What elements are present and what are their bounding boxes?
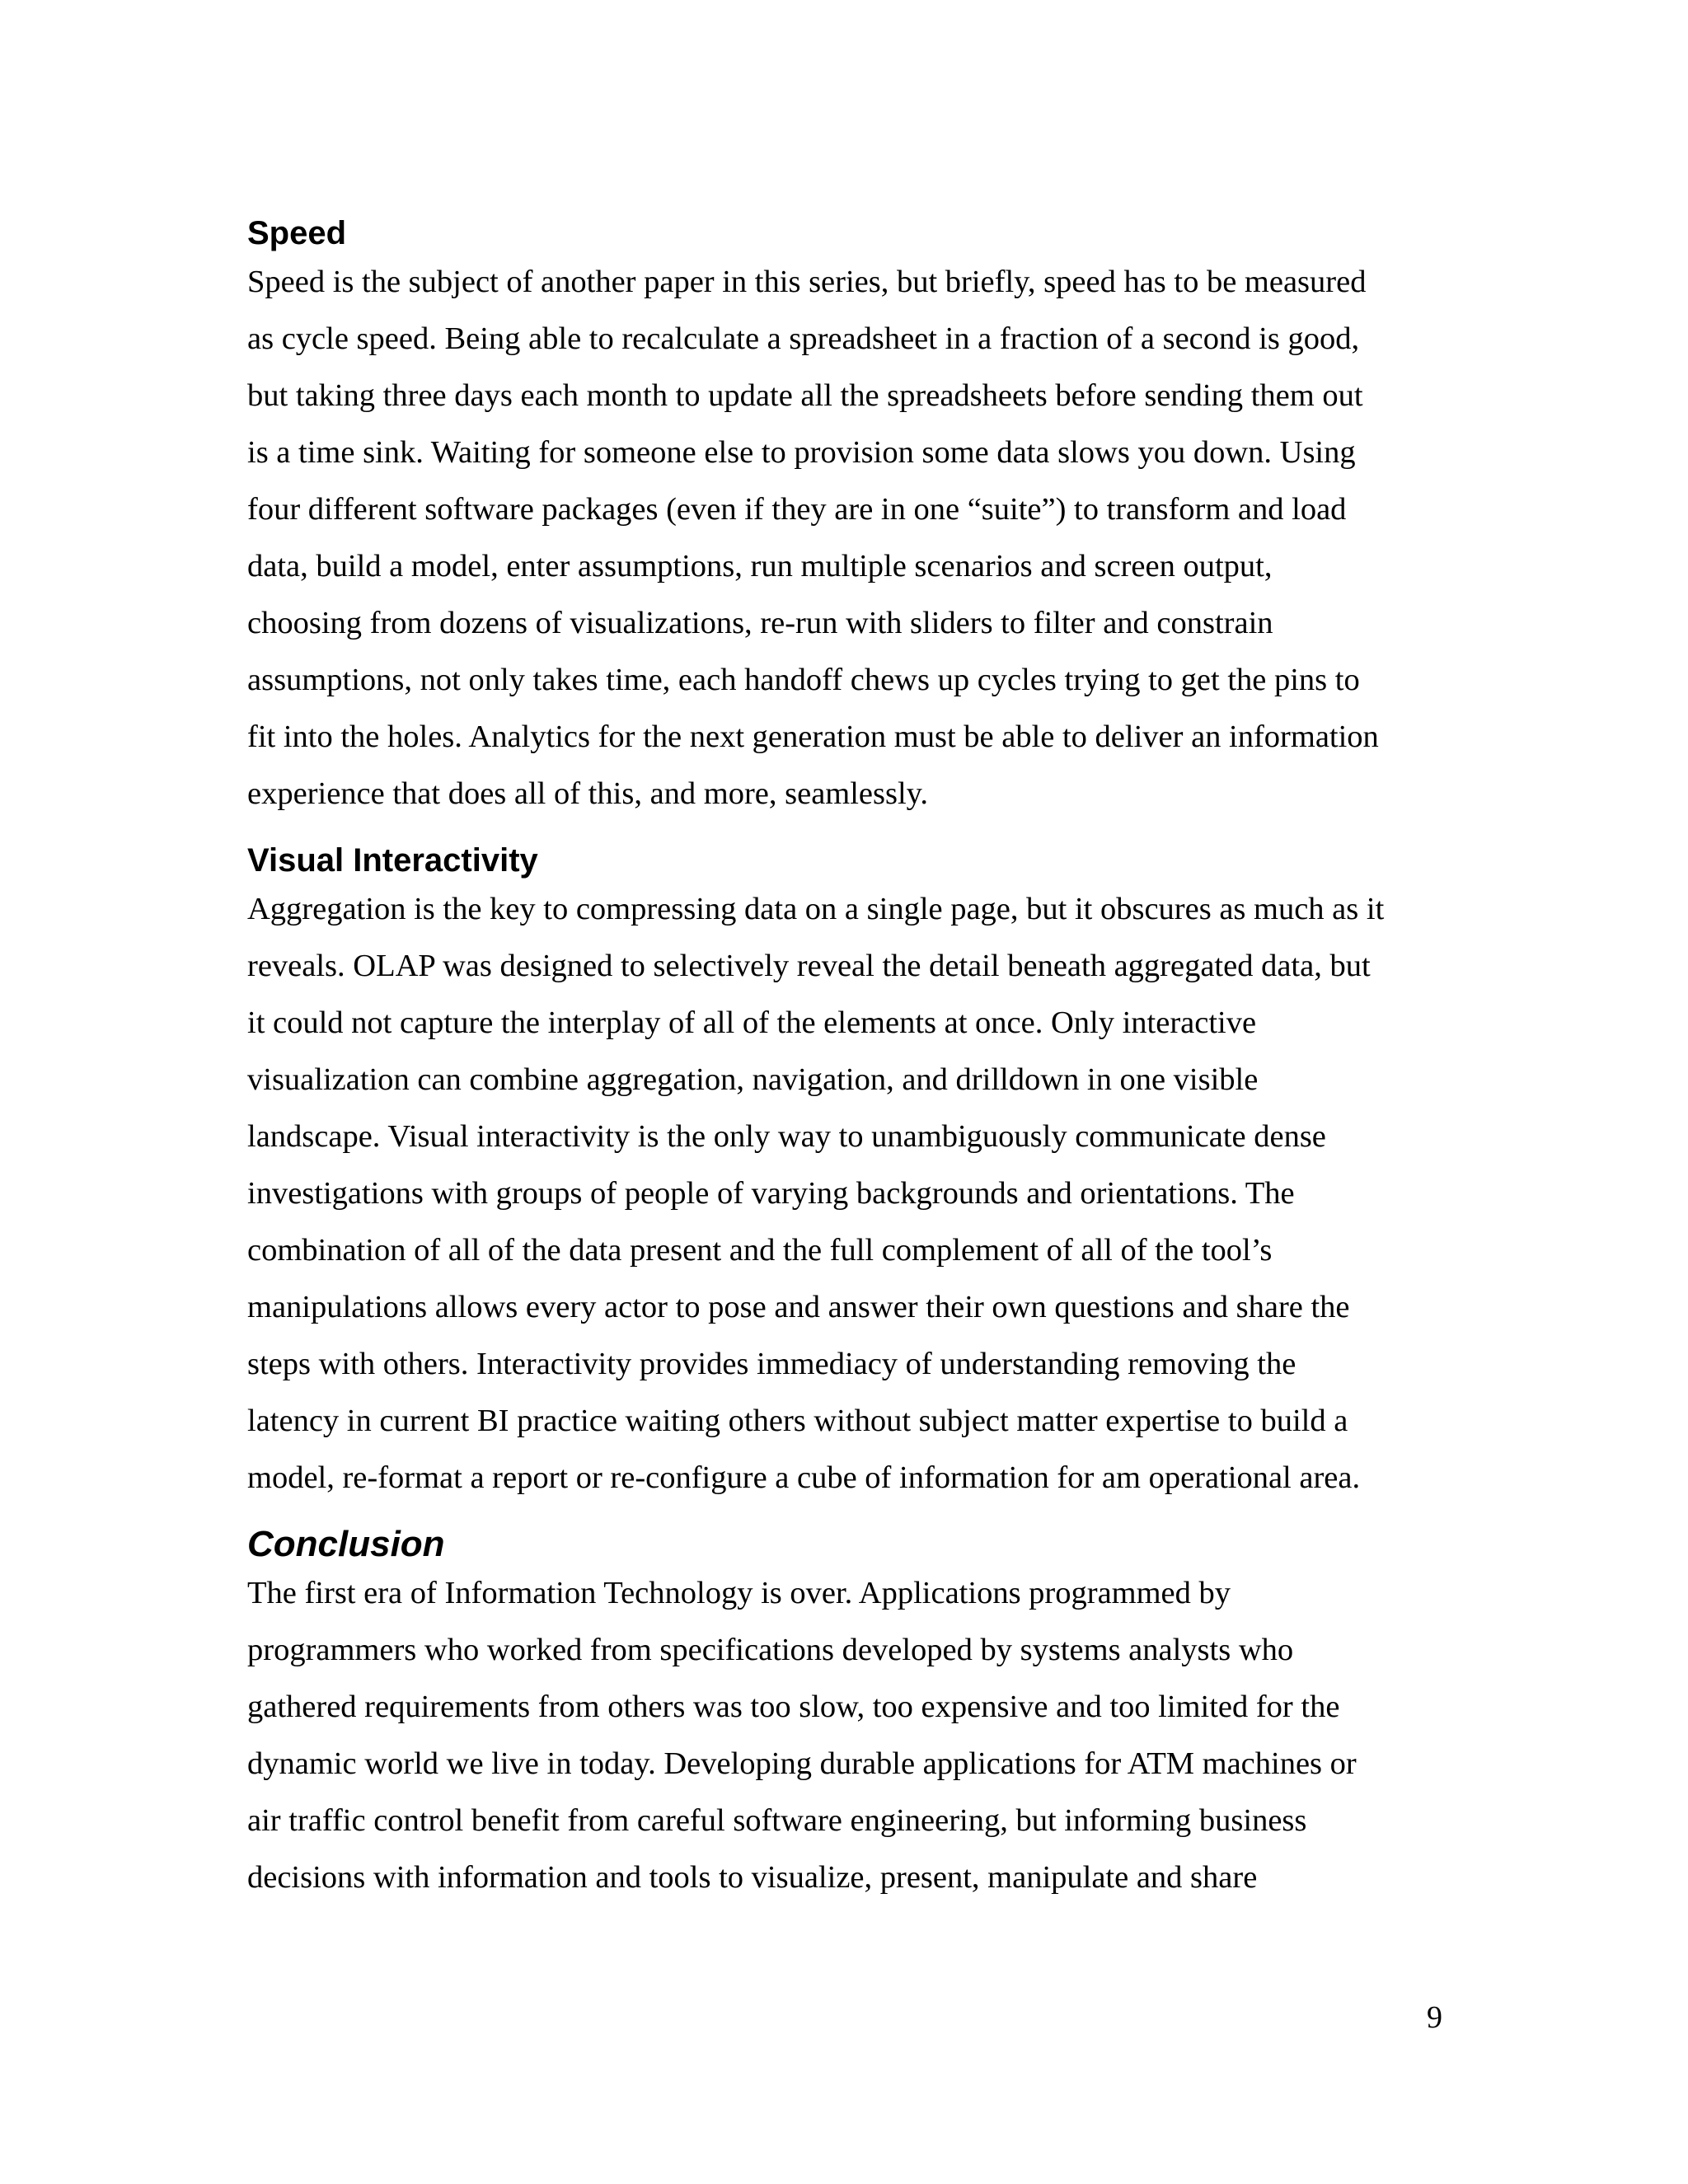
paragraph-line: visualization can combine aggregation, navigation, and drilldown in one visible xyxy=(247,1062,1259,1097)
paragraph-line: landscape. Visual interactivity is the only way to unambiguously communicate dense xyxy=(247,1119,1326,1154)
section-paragraph xyxy=(247,1565,1442,1906)
paragraph-line: programmers who worked from specifications developed by systems analysts who xyxy=(247,1633,1294,1667)
paragraph-line: but taking three days each month to update all the spreadsheets before sending them out xyxy=(247,378,1363,413)
paragraph-line: dynamic world we live in today. Developing durable applications for ATM machines or xyxy=(247,1746,1357,1781)
paragraph-line: Speed is the subject of another paper in this series, but briefly, speed has to be measured xyxy=(247,265,1367,299)
section-paragraph xyxy=(247,254,1442,823)
page-content xyxy=(247,213,1442,1906)
paragraph-line: combination of all of the data present and the full complement of all of the tool’s xyxy=(247,1233,1273,1268)
page-number: 9 xyxy=(1427,2000,1442,2035)
paragraph-line: as cycle speed. Being able to recalculate a spreadsheet in a fraction of a second is good, xyxy=(247,321,1360,356)
paragraph-line: fit into the holes. Analytics for the next generation must be able to deliver an information xyxy=(247,719,1379,754)
paragraph-line: reveals. OLAP was designed to selectively reveal the detail beneath aggregated data, but xyxy=(247,949,1371,983)
paragraph-line: data, build a model, enter assumptions, run multiple scenarios and screen output, xyxy=(247,549,1273,583)
paragraph-line: decisions with information and tools to visualize, present, manipulate and share xyxy=(247,1860,1258,1895)
section-visual-interactivity xyxy=(247,840,1442,1507)
paragraph-line: assumptions, not only takes time, each handoff chews up cycles trying to get the pins to xyxy=(247,663,1360,697)
paragraph-line: four different software packages (even if they are in one “suite”) to transform and load xyxy=(247,492,1347,527)
paragraph-line: gathered requirements from others was too slow, too expensive and too limited for the xyxy=(247,1690,1340,1724)
paragraph-line: air traffic control benefit from careful software engineering, but informing business xyxy=(247,1803,1307,1838)
paragraph-line: it could not capture the interplay of all of the elements at once. Only interactive xyxy=(247,1005,1257,1040)
paragraph-line: latency in current BI practice waiting others without subject matter expertise to build a xyxy=(247,1404,1348,1438)
paragraph-line: manipulations allows every actor to pose and answer their own questions and share the xyxy=(247,1290,1350,1324)
paragraph-line: investigations with groups of people of varying backgrounds and orientations. The xyxy=(247,1176,1295,1211)
section-heading: Visual Interactivity xyxy=(247,842,538,879)
section-heading: Speed xyxy=(247,215,347,251)
section-conclusion xyxy=(247,1524,1442,1906)
paragraph-line: is a time sink. Waiting for someone else to provision some data slows you down. Using xyxy=(247,435,1356,470)
paragraph-line: choosing from dozens of visualizations, re-run with sliders to filter and constrain xyxy=(247,606,1273,640)
paragraph-line: Aggregation is the key to compressing data on a single page, but it obscures as much as it xyxy=(247,892,1385,926)
paragraph-line: model, re-format a report or re-configure a cube of information for am operational area. xyxy=(247,1460,1361,1495)
section-paragraph xyxy=(247,881,1442,1507)
section-speed xyxy=(247,213,1442,823)
paragraph-line: steps with others. Interactivity provides immediacy of understanding removing the xyxy=(247,1347,1296,1381)
paragraph-line: experience that does all of this, and more, seamlessly. xyxy=(247,776,929,811)
section-heading: Conclusion xyxy=(247,1524,445,1564)
paragraph-line: The first era of Information Technology is over. Applications programmed by xyxy=(247,1576,1231,1610)
